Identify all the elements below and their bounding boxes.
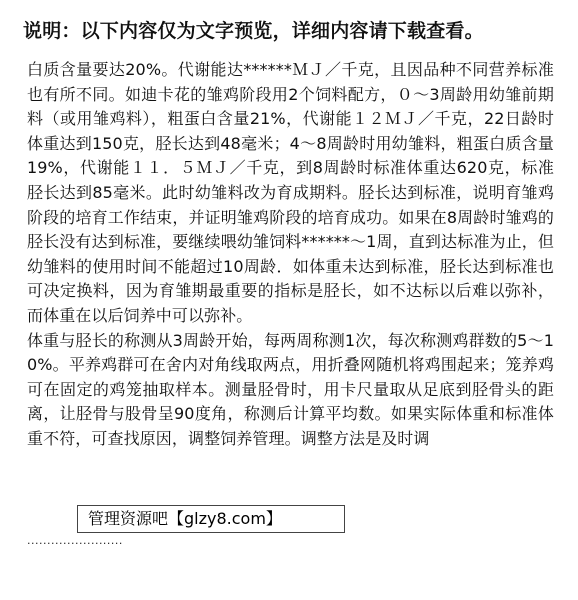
article-paragraph: 体重与胫长的称测从3周龄开始，每两周称测1次，每次称测鸡群数的5～10%。平养鸡群可在舍内对角线取两点，用折叠网随机将鸡围起来；笼养鸡可在固定的鸡笼抽取样本。测量胫骨时，用卡尺量取从足底到胫骨头的距离，让胫骨与股骨呈90度角，称测后计算平均数。如果实际体重和标准体重不符，可查找原因，调整饲养管理。调整方法是及时调	[27, 330, 554, 448]
article-paragraph: 白质含量要达20%。代谢能达******ＭＪ／千克，且因品种不同营养标准也有所不同。如迪卡花的雏鸡阶段用2个饲料配方，０～3周龄用幼雏前期料（或用雏鸡料），粗蛋白含量21%，代谢能１２ＭＪ／千克，22日龄时体重达到150克，胫长达到48毫米；4～8周龄时用幼雏料，粗蛋白质含量19%，代谢能１１．５ＭＪ／千克，到8周龄时标准体重达620克，标准胫长达到85毫米。此时幼雏料改为育成期料。胫长达到标准，说明育雏鸡阶段的培育工作结束，并证明雏鸡阶段的培育成功。如果在8周龄时雏鸡的胫长没有达到标准，要继续喂幼雏饲料******～1周，直到达标准为止，但幼雏料的使用时间不能超过10周龄．如体重未达到标准，胫长达到标准也可决定换料，因为育雏期最重要的指标是胫长，如不达标以后难以弥补，而体重在以后饲养中可以弥补。	[27, 60, 554, 325]
preview-notice: 说明：以下内容仅为文字预览，详细内容请下载查看。	[23, 20, 484, 42]
article-body	[27, 58, 554, 452]
site-watermark: 管理资源吧【glzy8.com】	[77, 505, 345, 533]
truncation-dots: ························	[27, 537, 123, 550]
